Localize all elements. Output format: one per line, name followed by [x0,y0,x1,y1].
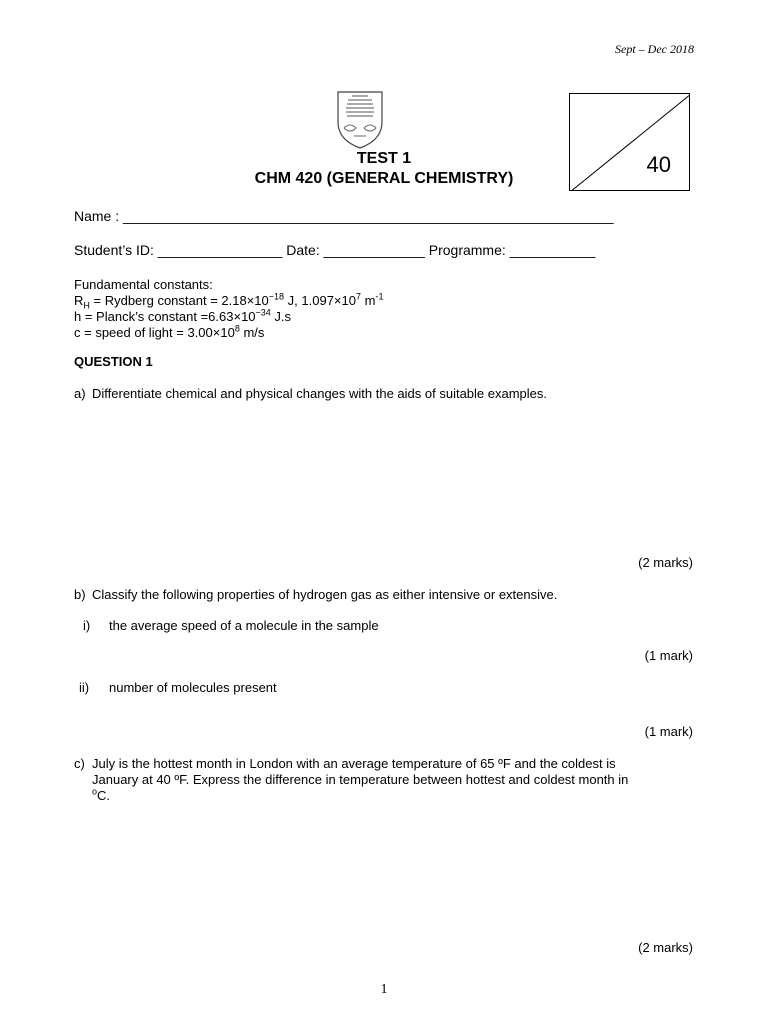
question-a-marks: (2 marks) [638,555,693,570]
name-field-row [74,208,614,224]
question-c-marks: (2 marks) [638,940,693,955]
session-label: Sept – Dec 2018 [615,42,694,56]
question-b-label: b) [74,587,86,602]
question-c-text-line-2: January at 40 ºF. Express the difference in temperature between hottest and coldest month in [92,772,629,787]
question-b-ii-marks: (1 mark) [644,724,693,739]
question-b-i-label: i) [83,618,91,633]
course-title: CHM 420 (GENERAL CHEMISTRY) [254,170,514,187]
question-b-ii-text: number of molecules present [109,680,277,695]
score-diagonal-line [570,94,690,191]
test-title: TEST 1 [356,150,412,167]
name-blank[interactable]: _______________________________________________________________ [123,208,614,224]
score-box [569,93,690,191]
question-a-text: Differentiate chemical and physical changes with the aids of suitable examples. [92,386,548,401]
name-label: Name : [74,208,120,224]
university-crest-logo [334,88,386,150]
date-label: Date: [286,242,320,258]
student-id-blank[interactable]: ________________ [157,242,283,258]
question-b-i-marks: (1 mark) [644,648,693,663]
planck-constant: h = Planck’s constant $=6.63\times 10^{-34}$ J.s [74,307,292,324]
constants-heading: Fundamental constants: [74,277,213,292]
programme-blank[interactable]: ___________ [509,242,596,258]
date-blank[interactable]: _____________ [323,242,425,258]
id-date-programme-row [74,242,595,258]
page-number: 1 [380,982,388,997]
question-b-text: Classify the following properties of hydrogen gas as either intensive or extensive. [92,587,558,602]
programme-label: Programme: [428,242,506,258]
question-c-label: c) [74,756,85,771]
question-b-ii-label: ii) [79,680,90,695]
question-c-text-line-3: $^o$C. [92,786,111,803]
question-b-i-text: the average speed of a molecule in the sample [109,618,379,633]
rydberg-constant: $R_H$ = Rydberg constant = $2.18\times 10^{-18}$ J, $1.097\times 10^7$ $m^{-1}$ [74,291,384,311]
score-total: 40 [646,152,671,177]
question-1-heading: QUESTION 1 [74,354,153,369]
question-a-label: a) [74,386,86,401]
question-c-text-line-1: July is the hottest month in London with an average temperature of 65 ºF and the coldest is [92,756,616,771]
speed-of-light-constant: c = speed of light = $3.00\times 10^8$ m/s [74,323,265,340]
student-id-label: Student’s ID: [74,242,154,258]
